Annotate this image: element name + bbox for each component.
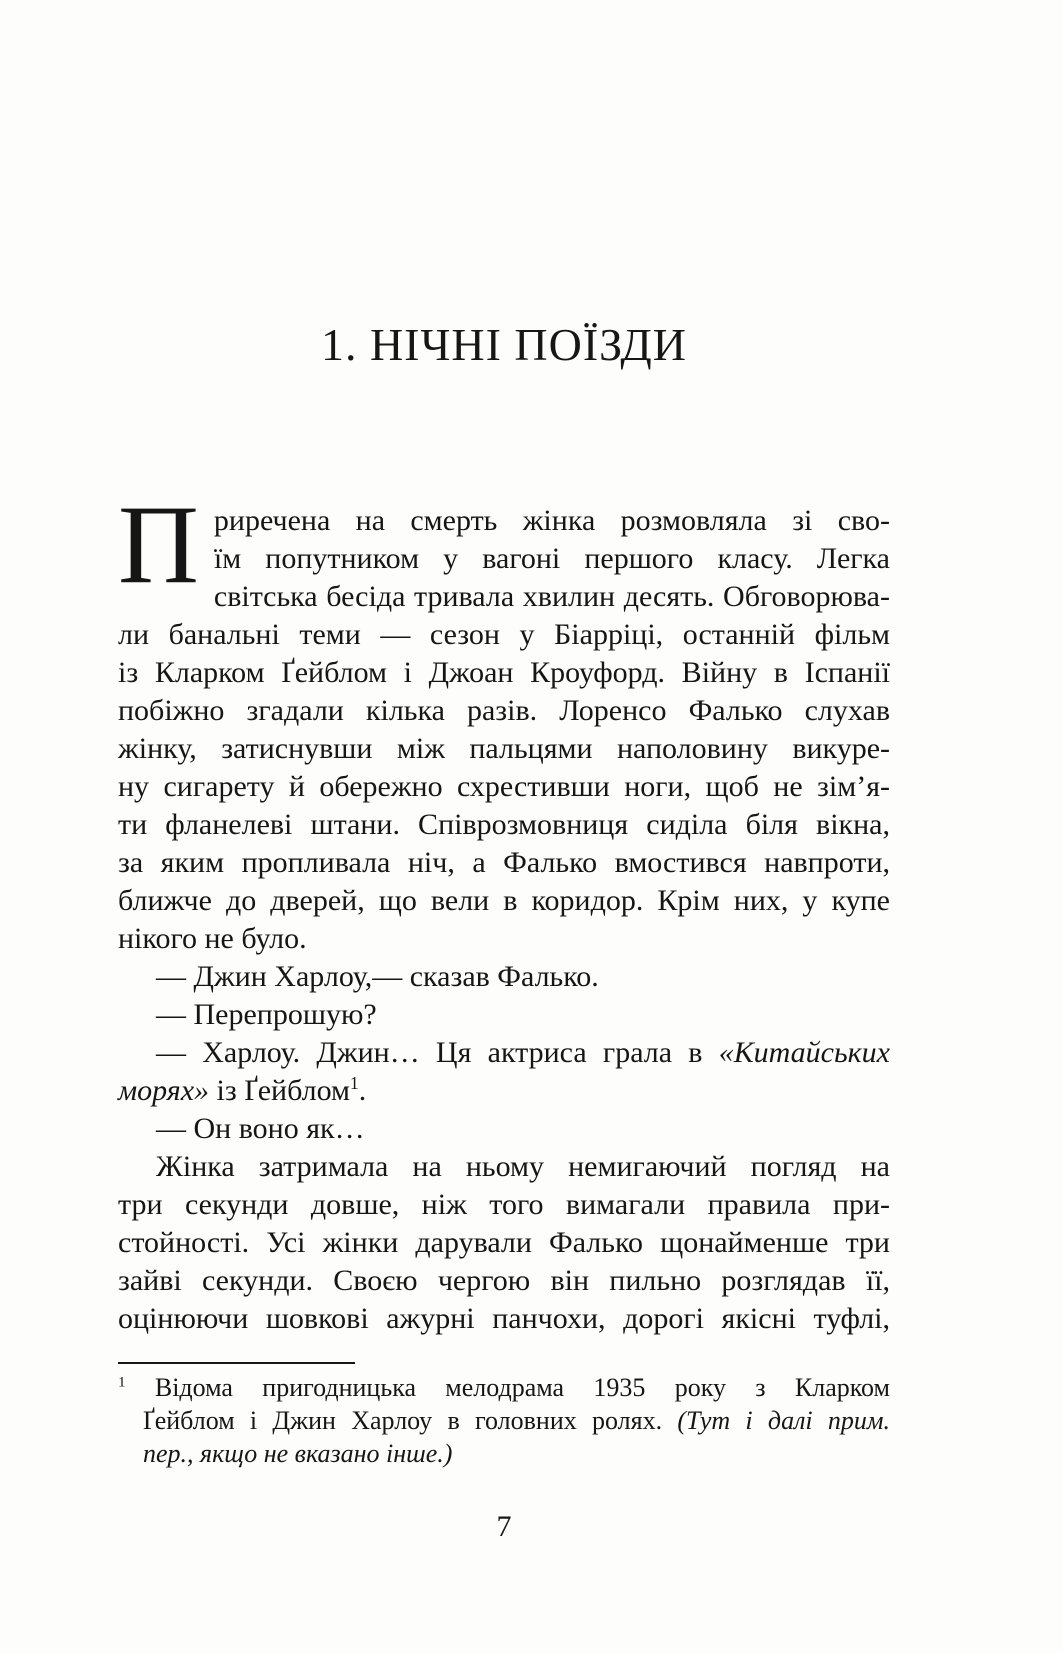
- body-text-line: [118, 882, 890, 920]
- body-text-line: [118, 540, 890, 578]
- text-column: [118, 0, 890, 1544]
- text-segment: — Харлоу. Джин… Ця актриса грала в: [156, 1036, 719, 1069]
- text-segment: ли банальні теми — сезон у Біарріці, останній фільм: [118, 618, 890, 651]
- italic-text-segment: морях»: [118, 1074, 210, 1107]
- text-segment: риречена на смерть жінка розмовляла зі сво-: [213, 504, 890, 537]
- text-segment: із Ґейблом: [209, 1074, 350, 1107]
- body-text: [118, 483, 890, 1338]
- text-segment: три секунди довше, ніж того вимагали правила при-: [118, 1188, 890, 1221]
- footnote-line: [118, 1371, 890, 1404]
- text-segment: жінку, затиснувши між пальцями наполовину викуре-: [118, 732, 890, 765]
- footnote-line: [143, 1437, 890, 1470]
- text-segment: їм попутником у вагоні першого класу. Легка: [213, 542, 890, 575]
- text-segment: ти фланелеві штани. Співрозмовниця сиділа біля вікна,: [118, 808, 890, 841]
- body-text-line: [118, 1262, 890, 1300]
- text-segment: — Перепрошую?: [156, 998, 377, 1031]
- footnote-reference-marker: 1: [349, 1073, 359, 1093]
- text-segment: ближче до дверей, що вели в коридор. Крім них, у купе: [118, 884, 890, 917]
- text-segment: — Он воно як…: [156, 1112, 365, 1145]
- text-segment: Відома пригодницька мелодрама 1935 року з Кларком: [125, 1373, 890, 1402]
- text-segment: Ґейблом і Джин Харлоу в головних ролях.: [143, 1406, 678, 1435]
- text-segment: зайві секунди. Своєю чергою він пильно розглядав її,: [118, 1264, 890, 1297]
- text-segment: ну сигарету й обережно схрестивши ноги, щоб не зім’я-: [118, 770, 890, 803]
- drop-cap: П: [118, 483, 199, 607]
- body-text-line: [118, 996, 890, 1034]
- body-text-line: [118, 654, 890, 692]
- body-text-line: [118, 768, 890, 806]
- body-text-line: [118, 578, 890, 616]
- footnote-line: [143, 1404, 890, 1437]
- body-text-line: [118, 958, 890, 996]
- footnote-separator-rule: [118, 1362, 355, 1364]
- footnote: [118, 1371, 890, 1470]
- text-segment: нікого не було.: [118, 922, 307, 955]
- body-text-line: [118, 1224, 890, 1262]
- body-text-line: [118, 1148, 890, 1186]
- body-text-line: [118, 844, 890, 882]
- text-segment: світська бесіда тривала хвилин десять. Обговорюва-: [213, 580, 890, 613]
- body-text-line: [118, 502, 890, 540]
- text-segment: .: [358, 1074, 367, 1107]
- italic-text-segment: пер., якщо не вказано інше.): [143, 1439, 453, 1468]
- text-segment: із Кларком Ґейблом і Джоан Кроуфорд. Війну в Іспанії: [118, 656, 890, 689]
- body-text-line: [118, 1034, 890, 1072]
- text-segment: побіжно згадали кілька разів. Лоренсо Фалько слухав: [118, 694, 890, 727]
- text-segment: оцінюючи шовкові ажурні панчохи, дорогі якісні туфлі,: [118, 1302, 890, 1335]
- text-segment: стойності. Усі жінки дарували Фалько щонайменше три: [118, 1226, 890, 1259]
- body-text-line: [118, 730, 890, 768]
- body-text-line: [118, 806, 890, 844]
- footnote-reference-marker: 1: [118, 1374, 126, 1391]
- italic-text-segment: (Тут і далі прим.: [677, 1406, 890, 1435]
- body-text-line: [118, 692, 890, 730]
- text-segment: Жінка затримала на ньому немигаючий погляд на: [156, 1150, 890, 1183]
- italic-text-segment: «Китайських: [718, 1036, 890, 1069]
- body-text-line: [118, 616, 890, 654]
- page-number: 7: [496, 1510, 512, 1543]
- chapter-title: 1. НІЧНІ ПОЇЗДИ: [320, 319, 688, 370]
- body-text-line: [118, 1110, 890, 1148]
- body-text-line: [118, 920, 890, 958]
- text-segment: — Джин Харлоу,— сказав Фалько.: [156, 960, 599, 993]
- body-text-line: [118, 1300, 890, 1338]
- body-text-line: [118, 1072, 890, 1110]
- text-segment: за яким пропливала ніч, а Фалько вмостився навпроти,: [118, 846, 890, 879]
- body-text-line: [118, 1186, 890, 1224]
